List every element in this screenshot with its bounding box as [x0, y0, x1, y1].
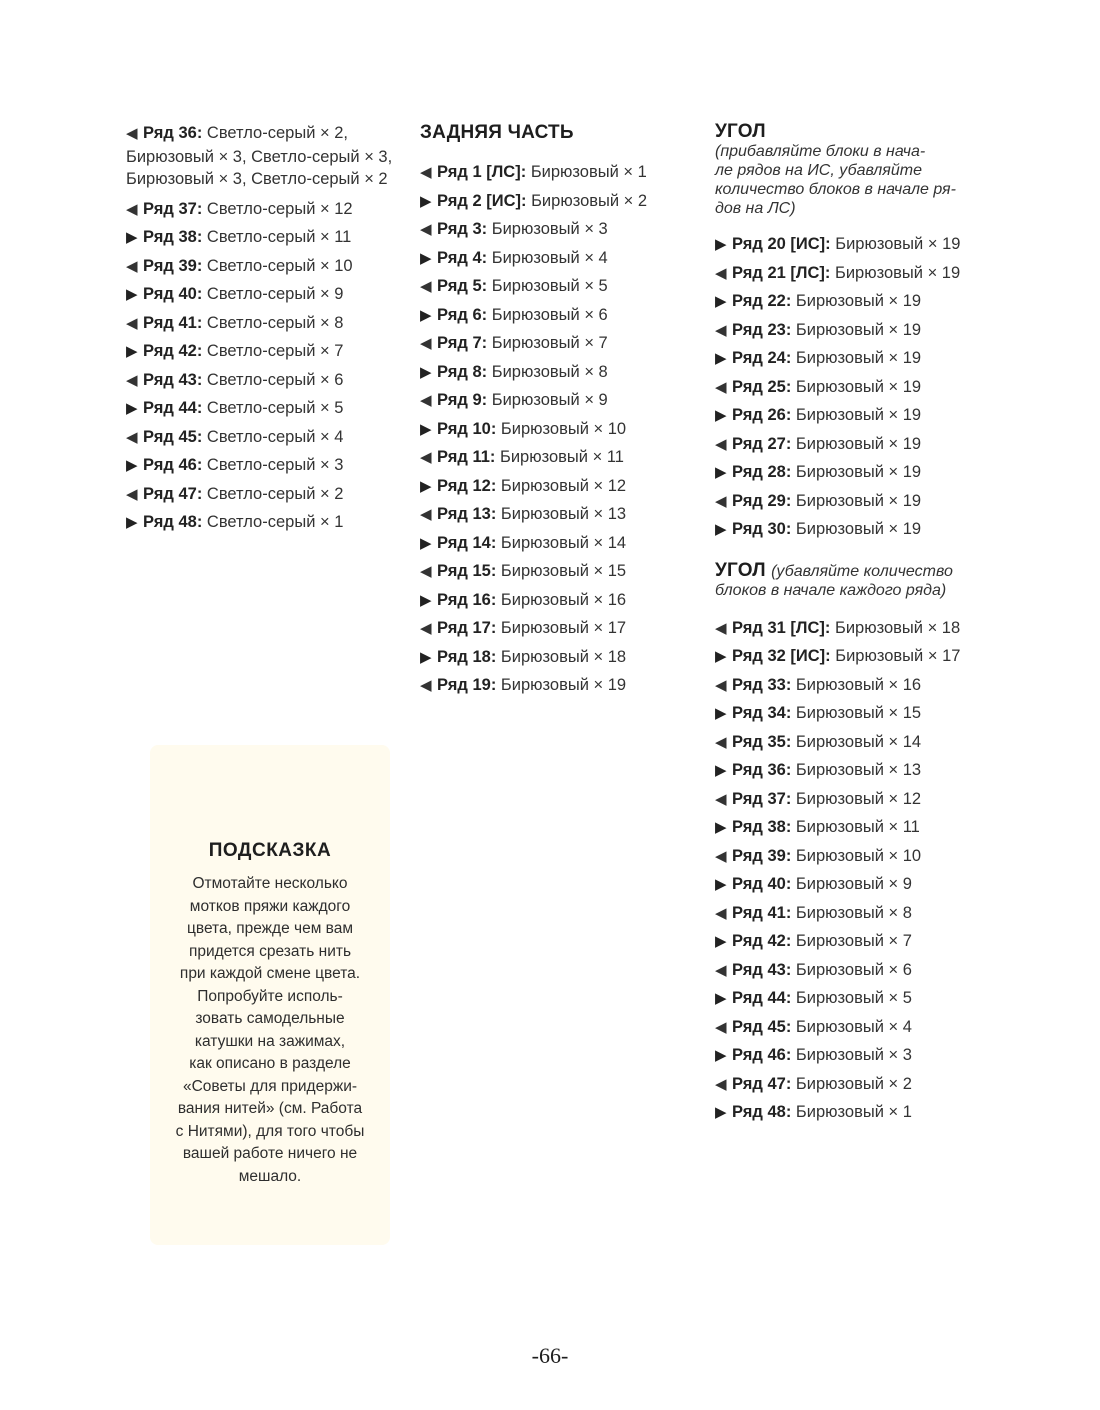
row-label: Ряд 6:	[437, 305, 488, 324]
arrow-right-icon: ▶	[715, 819, 727, 836]
row-value: Бирюзовый × 19	[795, 520, 922, 538]
row-label: Ряд 19:	[437, 676, 497, 694]
row-entry	[420, 386, 690, 415]
arrow-right-icon: ▶	[420, 420, 432, 438]
row-label: Ряд 31 [ЛС]:	[732, 618, 831, 637]
row-entry	[715, 1070, 1005, 1099]
arrow-left-icon: ◀	[126, 485, 138, 503]
row-entry	[420, 244, 690, 273]
arrow-right-icon: ▶	[715, 1047, 727, 1064]
row-label: Ряд 29:	[732, 491, 792, 510]
row-value: Светло-серый × 3	[206, 456, 344, 474]
hint-line: «Советы для придержи-	[182, 1077, 358, 1095]
row-entry	[420, 187, 690, 216]
row-entry	[715, 259, 1005, 288]
row-label: Ряд 28:	[732, 463, 792, 481]
row-value: Бирюзовый × 16	[795, 675, 922, 694]
page-number: -66-	[531, 1343, 569, 1368]
arrow-left-icon: ◀	[420, 278, 432, 295]
row-entry	[715, 1098, 1005, 1127]
arrow-right-icon: ▶	[715, 876, 727, 893]
row-value: Бирюзовый × 19	[795, 320, 922, 339]
hint-line: вашей работе ничего не	[182, 1145, 358, 1162]
row-value: Светло-серый × 8	[206, 313, 344, 332]
row-value: Бирюзовый × 10	[795, 846, 922, 865]
arrow-right-icon: ▶	[420, 249, 432, 267]
row-entry	[420, 529, 690, 558]
row-label: Ряд 45:	[732, 1017, 792, 1036]
arrow-right-icon: ▶	[420, 306, 432, 324]
row-entry	[420, 500, 690, 529]
row-entry	[715, 614, 1005, 643]
row-label: Ряд 25:	[732, 377, 792, 396]
row-entry	[420, 158, 690, 187]
arrow-left-icon: ◀	[420, 164, 432, 181]
row-value: Бирюзовый × 13	[500, 505, 627, 523]
row-value: Бирюзовый × 18	[500, 647, 627, 666]
row-label: Ряд 30:	[732, 520, 792, 538]
corner-section-heading	[715, 122, 1005, 218]
row-value: Светло-серый × 12	[206, 199, 353, 218]
row-label: Ряд 37:	[732, 789, 792, 808]
row-value: Бирюзовый × 19	[500, 676, 627, 694]
arrow-left-icon: ◀	[715, 264, 727, 282]
row-label: Ряд 8:	[437, 362, 488, 381]
row-entry	[715, 956, 1005, 985]
arrow-right-icon: ▶	[126, 286, 138, 303]
row-value: Бирюзовый × 19	[795, 434, 922, 453]
row-label: Ряд 44:	[143, 399, 203, 417]
row-value: Светло-серый × 6	[206, 370, 344, 389]
row-label: Ряд 38:	[732, 818, 792, 836]
row-entry	[420, 301, 690, 330]
row-label: Ряд 4:	[437, 248, 488, 267]
row-entry	[715, 1013, 1005, 1042]
row-label: Ряд 27:	[732, 434, 792, 453]
row-value: Бирюзовый × 19	[795, 292, 922, 310]
arrow-right-icon: ▶	[715, 350, 727, 367]
note-line: блоков в начале каждого ряда)	[715, 581, 947, 599]
arrow-left-icon: ◀	[715, 676, 727, 694]
row-value: Бирюзовый × 5	[795, 989, 912, 1007]
row-label: Ряд 42:	[732, 932, 792, 950]
row-entry	[715, 642, 1005, 671]
row-value: Светло-серый × 11	[206, 228, 352, 246]
arrow-left-icon: ◀	[420, 449, 432, 466]
row-value: Бирюзовый × 16	[500, 590, 627, 609]
note-line: дов на ЛС)	[715, 200, 796, 217]
row-label: Ряд 16:	[437, 590, 497, 609]
row-value: Светло-серый × 4	[206, 427, 344, 446]
row-value: Бирюзовый × 9	[795, 875, 912, 893]
row-entry	[715, 842, 1005, 871]
row-entry	[715, 430, 1005, 459]
row-label: Ряд 36:	[143, 124, 203, 142]
row-label: Ряд 41:	[143, 313, 203, 332]
hint-line: катушки на зажимах,	[194, 1032, 346, 1050]
row-entry	[420, 557, 690, 586]
row-label: Ряд 46:	[143, 456, 203, 474]
row-label: Ряд 40:	[732, 875, 792, 893]
arrow-left-icon: ◀	[126, 200, 138, 218]
section-heading-corner: УГОЛ	[715, 559, 766, 581]
row-entry	[715, 1041, 1005, 1070]
row-value: Бирюзовый × 19	[795, 377, 922, 396]
row-value: Бирюзовый × 19	[795, 406, 922, 424]
arrow-left-icon: ◀	[126, 428, 138, 446]
row-value-line: Бирюзовый × 3, Светло-серый × 2	[126, 170, 388, 188]
row-label: Ряд 39:	[732, 846, 792, 865]
row-value: Бирюзовый × 2	[531, 191, 648, 210]
row-label: Ряд 46:	[732, 1046, 792, 1064]
row-value: Бирюзовый × 12	[795, 789, 922, 808]
row-entry	[715, 785, 1005, 814]
row-label: Ряд 34:	[732, 704, 792, 722]
row-value: Бирюзовый × 2	[795, 1074, 912, 1093]
row-label: Ряд 14:	[437, 533, 497, 552]
row-entry	[715, 230, 1005, 259]
hint-line: Попробуйте исполь-	[197, 987, 343, 1005]
row-entry	[420, 415, 690, 444]
arrow-left-icon: ◀	[420, 563, 432, 580]
arrow-right-icon: ▶	[420, 192, 432, 210]
row-label: Ряд 15:	[437, 562, 497, 580]
column-middle	[420, 122, 690, 700]
arrow-right-icon: ▶	[715, 1104, 727, 1121]
row-entry	[715, 813, 1005, 842]
row-label: Ряд 5:	[437, 277, 488, 295]
row-label: Ряд 48:	[143, 513, 203, 531]
arrow-right-icon: ▶	[126, 457, 138, 474]
arrow-left-icon: ◀	[420, 221, 432, 238]
row-label: Ряд 20 [ИС]:	[732, 235, 831, 253]
row-value: Бирюзовый × 10	[500, 419, 627, 438]
row-value: Бирюзовый × 8	[795, 903, 912, 922]
row-label: Ряд 7:	[437, 334, 488, 352]
arrow-right-icon: ▶	[420, 534, 432, 552]
row-entry	[715, 373, 1005, 402]
hint-line: при каждой смене цвета.	[179, 965, 361, 982]
row-value: Бирюзовый × 9	[491, 391, 608, 409]
row-entry	[715, 671, 1005, 700]
arrow-left-icon: ◀	[420, 392, 432, 409]
arrow-right-icon: ▶	[420, 477, 432, 495]
row-entry	[420, 472, 690, 501]
row-entry	[715, 316, 1005, 345]
row-value: Бирюзовый × 7	[491, 334, 608, 352]
row-value: Бирюзовый × 19	[834, 263, 961, 282]
row-value: Бирюзовый × 3	[795, 1046, 912, 1064]
arrow-left-icon: ◀	[715, 1075, 727, 1093]
arrow-right-icon: ▶	[715, 762, 727, 779]
arrow-right-icon: ▶	[126, 514, 138, 531]
note-line: количество блоков в начале ря-	[715, 181, 956, 198]
arrow-left-icon: ◀	[715, 790, 727, 808]
row-label: Ряд 39:	[143, 256, 203, 275]
arrow-right-icon: ▶	[715, 990, 727, 1007]
row-value: Светло-серый × 1	[206, 513, 344, 531]
arrow-left-icon: ◀	[126, 125, 138, 142]
hint-line: зовать самодельные	[195, 1010, 345, 1027]
row-label: Ряд 21 [ЛС]:	[732, 263, 831, 282]
row-value: Бирюзовый × 19	[835, 235, 961, 253]
row-entry	[420, 671, 690, 700]
row-value: Бирюзовый × 14	[500, 533, 627, 552]
row-entry	[715, 870, 1005, 899]
row-value: Светло-серый × 10	[206, 256, 353, 275]
section-heading-corner: УГОЛ	[715, 121, 766, 142]
row-label: Ряд 35:	[732, 732, 792, 751]
row-entry	[715, 487, 1005, 516]
arrow-right-icon: ▶	[715, 407, 727, 424]
row-entry	[715, 287, 1005, 316]
arrow-right-icon: ▶	[715, 293, 727, 310]
arrow-left-icon: ◀	[420, 620, 432, 637]
row-label: Ряд 33:	[732, 675, 792, 694]
arrow-left-icon: ◀	[715, 321, 727, 339]
row-entry	[715, 728, 1005, 757]
arrow-right-icon: ▶	[715, 648, 727, 665]
row-value: Бирюзовый × 4	[491, 248, 608, 267]
hint-box	[150, 745, 390, 1245]
row-value: Бирюзовый × 6	[795, 960, 912, 979]
row-value: Бирюзовый × 8	[491, 362, 608, 381]
arrow-left-icon: ◀	[715, 733, 727, 751]
row-label: Ряд 10:	[437, 419, 497, 438]
arrow-left-icon: ◀	[715, 961, 727, 979]
row-value: Бирюзовый × 12	[500, 476, 627, 495]
row-entry	[126, 366, 416, 395]
row-label: Ряд 18:	[437, 647, 497, 666]
row-label: Ряд 24:	[732, 349, 792, 367]
row-value: Бирюзовый × 18	[834, 618, 961, 637]
row-label: Ряд 47:	[732, 1074, 792, 1093]
hint-line: как описано в разделе	[189, 1055, 351, 1072]
row-value-line: Светло-серый × 2,	[206, 124, 348, 142]
row-value: Бирюзовый × 4	[795, 1017, 912, 1036]
row-value: Бирюзовый × 15	[500, 562, 627, 580]
row-value: Бирюзовый × 6	[491, 305, 608, 324]
row-entry	[715, 699, 1005, 728]
arrow-left-icon: ◀	[715, 847, 727, 865]
hint-text	[158, 873, 382, 1188]
row-label: Ряд 23:	[732, 320, 792, 339]
row-value: Бирюзовый × 19	[795, 349, 922, 367]
hint-line: с Нитями), для того чтобы	[175, 1122, 365, 1140]
section-note	[715, 142, 1005, 218]
row-value: Бирюзовый × 1	[795, 1103, 912, 1121]
row-entry	[715, 984, 1005, 1013]
row-entry	[715, 401, 1005, 430]
note-line: (убавляйте количество	[771, 562, 953, 580]
arrow-left-icon: ◀	[420, 506, 432, 523]
arrow-left-icon: ◀	[715, 904, 727, 922]
row-entry	[715, 927, 1005, 956]
row-label: Ряд 12:	[437, 476, 497, 495]
arrow-right-icon: ▶	[715, 236, 727, 253]
row-value: Бирюзовый × 17	[500, 619, 627, 637]
row-value: Бирюзовый × 11	[795, 818, 920, 836]
row-list	[715, 230, 1005, 544]
row-value: Бирюзовый × 13	[795, 761, 922, 779]
row-label: Ряд 41:	[732, 903, 792, 922]
row-label: Ряд 36:	[732, 761, 792, 779]
row-entry	[126, 423, 416, 452]
row-entry	[420, 614, 690, 643]
arrow-right-icon: ▶	[715, 705, 727, 722]
arrow-left-icon: ◀	[715, 435, 727, 453]
hint-line: мешало.	[238, 1167, 302, 1185]
row-value: Бирюзовый × 5	[491, 277, 608, 295]
row-value: Бирюзовый × 14	[795, 732, 922, 751]
row-label: Ряд 3:	[437, 220, 488, 238]
row-label: Ряд 22:	[732, 292, 792, 310]
arrow-right-icon: ▶	[715, 521, 727, 538]
row-value: Бирюзовый × 17	[835, 647, 961, 665]
row-label: Ряд 32 [ИС]:	[732, 647, 831, 665]
row-value: Бирюзовый × 11	[500, 448, 624, 466]
row-value: Бирюзовый × 15	[795, 704, 922, 722]
row-entry	[126, 309, 416, 338]
row-entry	[126, 451, 416, 480]
row-list	[126, 195, 416, 537]
row-value: Бирюзовый × 3	[491, 220, 608, 238]
row-entry	[126, 252, 416, 281]
row-36-entry	[126, 122, 416, 191]
arrow-left-icon: ◀	[420, 677, 432, 694]
arrow-right-icon: ▶	[126, 400, 138, 417]
row-label: Ряд 44:	[732, 989, 792, 1007]
row-value: Светло-серый × 9	[206, 285, 344, 303]
row-label: Ряд 38:	[143, 228, 203, 246]
row-label: Ряд 42:	[143, 342, 203, 360]
row-label: Ряд 43:	[143, 370, 203, 389]
arrow-left-icon: ◀	[715, 492, 727, 510]
column-left	[126, 122, 416, 537]
row-label: Ряд 43:	[732, 960, 792, 979]
row-label: Ряд 13:	[437, 505, 497, 523]
row-label: Ряд 48:	[732, 1103, 792, 1121]
row-label: Ряд 47:	[143, 484, 203, 503]
row-label: Ряд 9:	[437, 391, 488, 409]
row-value-line: Бирюзовый × 3, Светло-серый × 3,	[126, 147, 393, 166]
hint-line: вания нитей» (см. Работа	[177, 1100, 363, 1117]
note-line: ле рядов на ИС, убавляйте	[715, 162, 922, 179]
row-entry	[715, 515, 1005, 544]
row-entry	[715, 899, 1005, 928]
row-entry	[420, 272, 690, 301]
arrow-left-icon: ◀	[126, 314, 138, 332]
row-entry	[420, 329, 690, 358]
row-entry	[420, 586, 690, 615]
arrow-right-icon: ▶	[420, 363, 432, 381]
row-list	[715, 614, 1005, 1127]
row-label: Ряд 1 [ЛС]:	[437, 163, 527, 181]
arrow-left-icon: ◀	[126, 371, 138, 389]
arrow-left-icon: ◀	[420, 335, 432, 352]
hint-line: придется срезать нить	[188, 942, 352, 960]
row-entry	[715, 458, 1005, 487]
hint-title: ПОДСКАЗКА	[208, 840, 332, 861]
arrow-left-icon: ◀	[715, 619, 727, 637]
column-right	[715, 122, 1005, 1127]
arrow-right-icon: ▶	[126, 343, 138, 360]
row-value: Светло-серый × 2	[206, 484, 344, 503]
row-value: Бирюзовый × 7	[795, 932, 912, 950]
row-entry	[420, 215, 690, 244]
row-entry	[126, 195, 416, 224]
row-value: Бирюзовый × 19	[795, 463, 922, 481]
row-label: Ряд 26:	[732, 406, 792, 424]
row-label: Ряд 2 [ИС]:	[437, 191, 527, 210]
hint-line: цвета, прежде чем вам	[187, 920, 353, 937]
row-value: Бирюзовый × 19	[795, 491, 922, 510]
row-label: Ряд 45:	[143, 427, 203, 446]
row-label: Ряд 11:	[437, 448, 496, 466]
row-entry	[126, 337, 416, 366]
row-entry	[420, 443, 690, 472]
row-entry	[126, 480, 416, 509]
row-entry	[126, 223, 416, 252]
arrow-right-icon: ▶	[420, 648, 432, 666]
row-entry	[715, 756, 1005, 785]
arrow-right-icon: ▶	[715, 933, 727, 950]
note-line: (прибавляйте блоки в нача-	[715, 143, 926, 160]
row-entry	[420, 643, 690, 672]
row-entry	[126, 508, 416, 537]
section-heading-back: ЗАДНЯЯ ЧАСТЬ	[420, 122, 574, 143]
arrow-left-icon: ◀	[715, 1018, 727, 1036]
row-label: Ряд 17:	[437, 619, 497, 637]
row-label: Ряд 40:	[143, 285, 203, 303]
row-value: Бирюзовый × 1	[530, 163, 647, 181]
row-value: Светло-серый × 7	[206, 342, 344, 360]
row-entry	[420, 358, 690, 387]
arrow-right-icon: ▶	[420, 591, 432, 609]
hint-line: Отмотайте несколько	[192, 875, 348, 892]
row-entry	[126, 280, 416, 309]
row-value: Светло-серый × 5	[206, 399, 344, 417]
arrow-right-icon: ▶	[715, 464, 727, 481]
row-label: Ряд 37:	[143, 199, 203, 218]
row-list	[420, 158, 690, 700]
arrow-right-icon: ▶	[126, 229, 138, 246]
row-entry	[715, 344, 1005, 373]
row-entry	[126, 394, 416, 423]
arrow-left-icon: ◀	[715, 378, 727, 396]
hint-line: мотков пряжи каждого	[189, 897, 351, 915]
corner-section-heading	[715, 560, 1005, 600]
arrow-left-icon: ◀	[126, 257, 138, 275]
